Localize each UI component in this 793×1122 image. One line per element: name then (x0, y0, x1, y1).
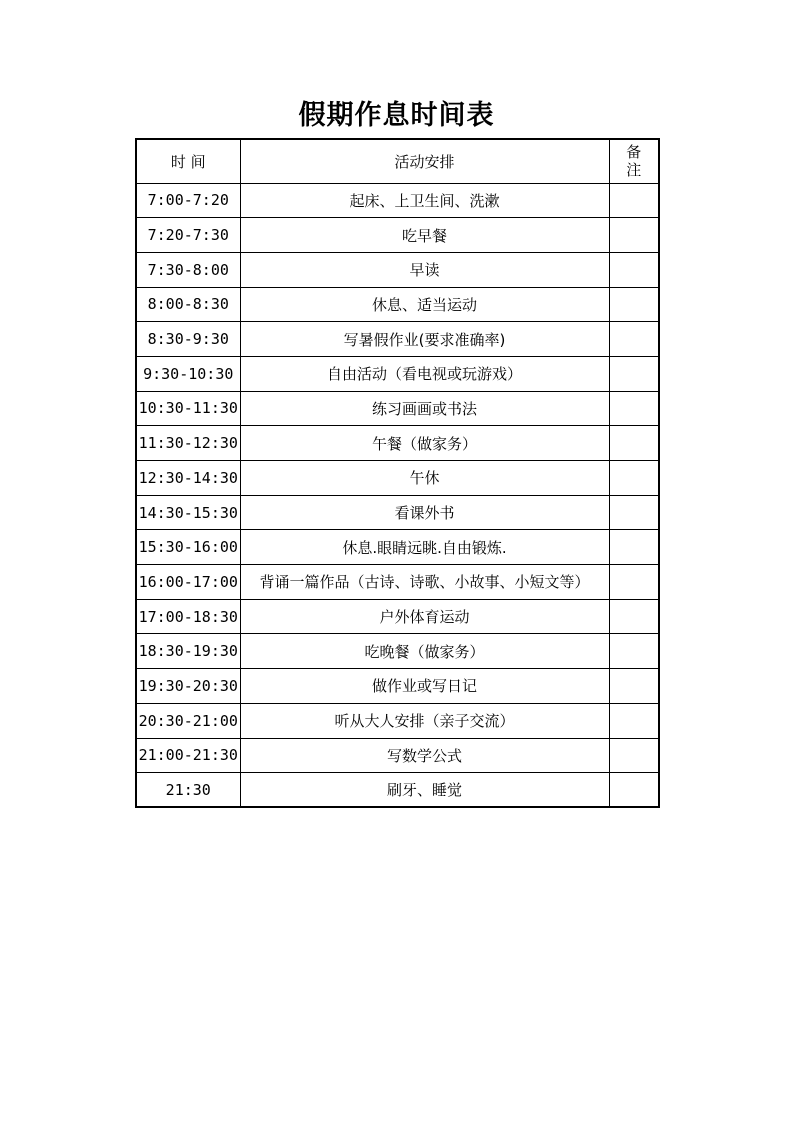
note-cell (609, 252, 659, 287)
table-row (136, 287, 659, 322)
table-row (136, 773, 659, 808)
header-note-line2: 注 (626, 161, 642, 180)
page-title: 假期作息时间表 (298, 100, 495, 131)
table-row (136, 703, 659, 738)
table-row (136, 391, 659, 426)
note-cell (609, 426, 659, 461)
table-row (136, 252, 659, 287)
table-row (136, 183, 659, 218)
activity-cell: 听从大人安排（亲子交流） (240, 703, 609, 738)
note-cell (609, 391, 659, 426)
activity-cell: 午餐（做家务） (240, 426, 609, 461)
time-cell: 8:30-9:30 (136, 322, 240, 357)
table-row (136, 495, 659, 530)
time-cell: 10:30-11:30 (136, 391, 240, 426)
time-cell: 16:00-17:00 (136, 565, 240, 600)
note-cell (609, 183, 659, 218)
table-row (136, 738, 659, 773)
activity-cell: 刷牙、睡觉 (240, 773, 609, 808)
activity-cell: 写暑假作业(要求准确率) (240, 322, 609, 357)
note-cell (609, 599, 659, 634)
table-row (136, 461, 659, 496)
activity-cell: 起床、上卫生间、洗漱 (240, 183, 609, 218)
note-cell (609, 565, 659, 600)
time-cell: 11:30-12:30 (136, 426, 240, 461)
time-cell: 15:30-16:00 (136, 530, 240, 565)
activity-cell: 休息、适当运动 (240, 287, 609, 322)
note-cell (609, 703, 659, 738)
note-cell (609, 287, 659, 322)
activity-cell: 练习画画或书法 (240, 391, 609, 426)
note-cell (609, 461, 659, 496)
time-cell: 19:30-20:30 (136, 669, 240, 704)
activity-cell: 看课外书 (240, 495, 609, 530)
header-note (609, 139, 659, 183)
table-row (136, 634, 659, 669)
table-header-row (136, 139, 659, 183)
table-row (136, 322, 659, 357)
activity-cell: 自由活动（看电视或玩游戏） (240, 356, 609, 391)
time-cell: 8:00-8:30 (136, 287, 240, 322)
time-cell: 9:30-10:30 (136, 356, 240, 391)
time-cell: 17:00-18:30 (136, 599, 240, 634)
time-cell: 7:00-7:20 (136, 183, 240, 218)
note-cell (609, 218, 659, 253)
header-time: 时 间 (136, 139, 240, 183)
note-cell (609, 495, 659, 530)
schedule-table (135, 138, 660, 808)
time-cell: 18:30-19:30 (136, 634, 240, 669)
note-cell (609, 773, 659, 808)
header-note-line1: 备 (626, 143, 642, 162)
note-cell (609, 530, 659, 565)
schedule-body (136, 183, 659, 807)
time-cell: 7:30-8:00 (136, 252, 240, 287)
time-cell: 12:30-14:30 (136, 461, 240, 496)
activity-cell: 吃早餐 (240, 218, 609, 253)
table-row (136, 530, 659, 565)
note-cell (609, 322, 659, 357)
activity-cell: 早读 (240, 252, 609, 287)
activity-cell: 做作业或写日记 (240, 669, 609, 704)
note-cell (609, 634, 659, 669)
time-cell: 20:30-21:00 (136, 703, 240, 738)
time-cell: 14:30-15:30 (136, 495, 240, 530)
table-row (136, 565, 659, 600)
activity-cell: 吃晚餐（做家务） (240, 634, 609, 669)
time-cell: 21:00-21:30 (136, 738, 240, 773)
time-cell: 21:30 (136, 773, 240, 808)
activity-cell: 背诵一篇作品（古诗、诗歌、小故事、小短文等） (240, 565, 609, 600)
activity-cell: 休息.眼睛远眺.自由锻炼. (240, 530, 609, 565)
table-row (136, 669, 659, 704)
time-cell: 7:20-7:30 (136, 218, 240, 253)
note-cell (609, 669, 659, 704)
table-row (136, 599, 659, 634)
table-row (136, 218, 659, 253)
header-activity: 活动安排 (240, 139, 609, 183)
activity-cell: 写数学公式 (240, 738, 609, 773)
note-cell (609, 738, 659, 773)
table-row (136, 426, 659, 461)
table-row (136, 356, 659, 391)
activity-cell: 户外体育运动 (240, 599, 609, 634)
activity-cell: 午休 (240, 461, 609, 496)
note-cell (609, 356, 659, 391)
